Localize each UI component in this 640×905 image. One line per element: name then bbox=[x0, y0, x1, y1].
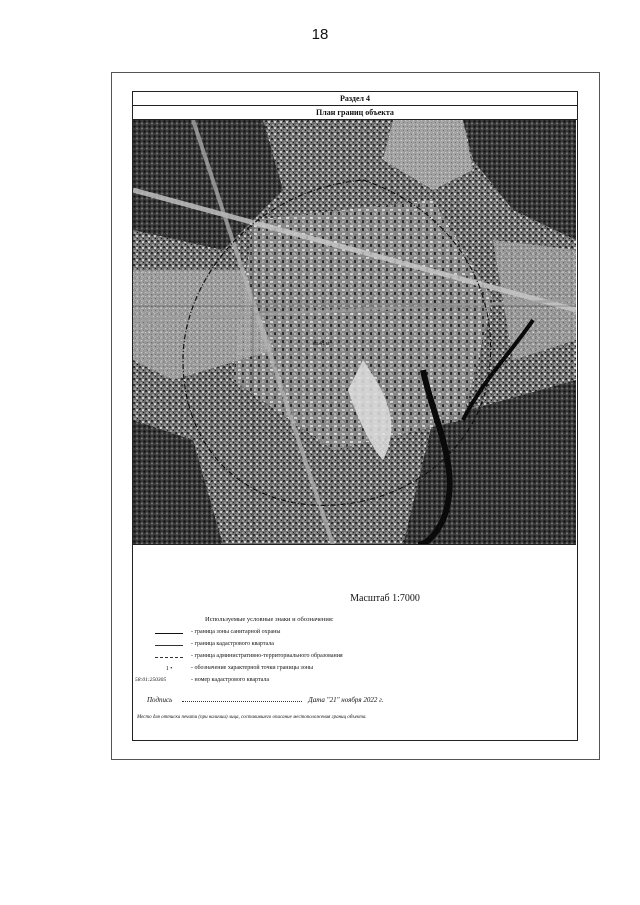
signature-label: Подпись bbox=[147, 696, 173, 704]
legend-text: - граница зоны санитарной охраны bbox=[191, 629, 281, 635]
legend-item bbox=[133, 653, 577, 663]
legend-text: - граница административно-территориального образования bbox=[191, 653, 343, 659]
section-title: Раздел 4 bbox=[133, 92, 577, 106]
signature-blank bbox=[182, 701, 302, 702]
legend-cadastral-code: 58:01:250305 bbox=[135, 677, 167, 683]
map-scale-text: Масштаб 1:7000 bbox=[350, 593, 420, 604]
legend-item bbox=[133, 629, 577, 639]
plan-title: План границ объекта bbox=[133, 106, 577, 120]
legend-text: - номер кадастрового квартала bbox=[191, 677, 270, 683]
signature-date: Дата "21" ноября 2022 г. bbox=[308, 696, 384, 704]
legend-symbol-dashdot-line bbox=[155, 657, 183, 658]
legend-title: Используемые условные знаки и обозначения: bbox=[205, 616, 334, 623]
document-frame bbox=[132, 91, 578, 741]
legend-item bbox=[133, 677, 577, 687]
legend-symbol-thin-line bbox=[155, 645, 183, 646]
satellite-image bbox=[133, 120, 576, 545]
legend-text: - обозначение характерной точки границы зоны bbox=[191, 665, 314, 671]
legend-symbol-point: 1 • bbox=[165, 666, 173, 672]
legend-symbol-solid-line bbox=[155, 633, 183, 634]
signature-line bbox=[147, 696, 383, 704]
legend-text: - граница кадастрового квартала bbox=[191, 641, 274, 647]
legend-item bbox=[133, 665, 577, 675]
map-label: кв.41 м bbox=[313, 341, 330, 347]
satellite-map bbox=[133, 120, 576, 545]
stamp-note: Место для оттиска печати (при наличии) лица, составившего описание местоположения границ объекта. bbox=[137, 715, 367, 720]
legend-item bbox=[133, 641, 577, 651]
map-scale bbox=[133, 593, 577, 604]
page-number: 18 bbox=[311, 26, 329, 43]
